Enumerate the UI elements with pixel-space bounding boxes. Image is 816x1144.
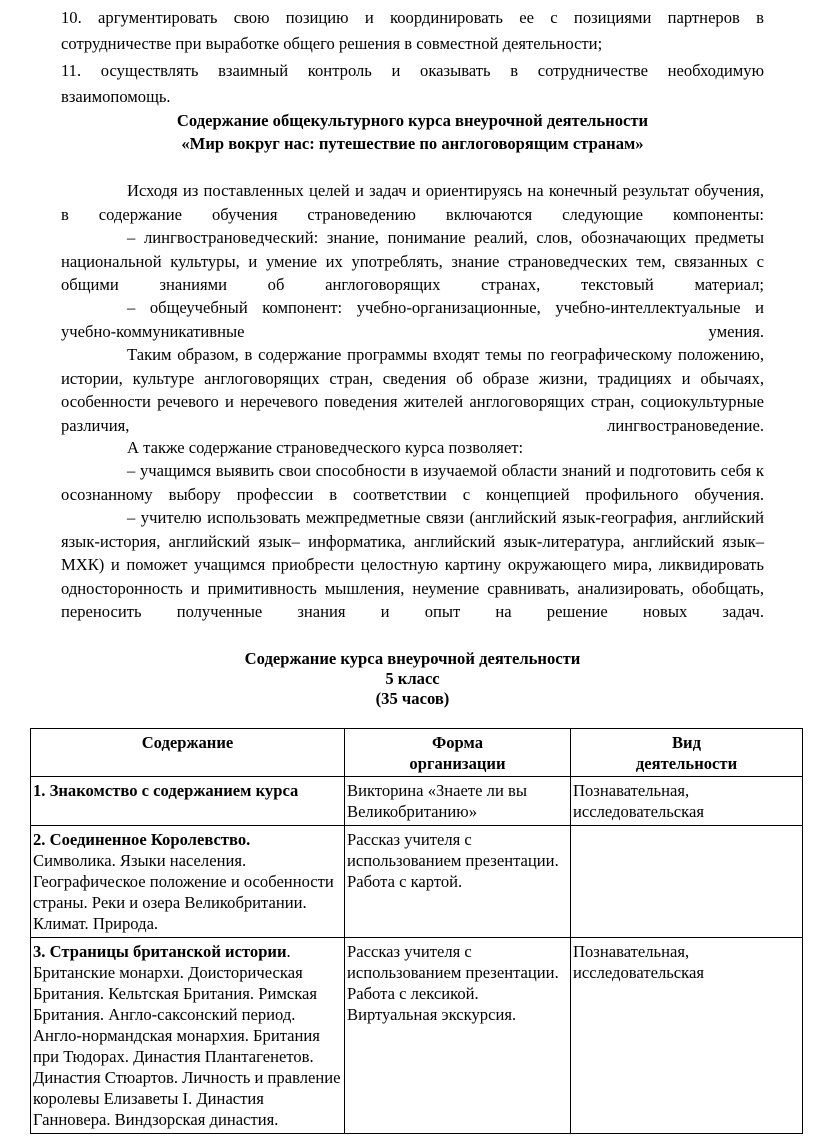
row-3-title: 3. Страницы британской истории [33,942,287,961]
row-2-form: Рассказ учителя с использованием презентации. Работа с картой. [345,826,571,938]
table-row [31,938,803,1134]
row-3-form: Рассказ учителя с использованием презентации. Работа с лексикой. Виртуальная экскурсия. [345,938,571,1134]
header-activity: Вид деятельности [571,729,803,777]
paragraph-2: – лингвострановедческий: знание, понимание реалий, слов, обозначающих предметы национальной культуры, и умение их употреблять, знание страноведческих тем, связанных с общими знаниями об англоговорящих странах, текстовый материал; [61,228,764,294]
row-1-form: Викторина «Знаете ли вы Великобританию» [345,777,571,826]
row-1-content [31,777,345,826]
row-2-content [31,826,345,938]
header-content: Содержание [31,729,345,777]
row-3-activity: Познавательная, исследовательская [571,938,803,1134]
paragraph-4: Таким образом, в содержание программы входят темы по географическому положению, истории, культуре англоговорящих стран, сведения об образе жизни, традициях и обычаях, особенности речевого и неречевого поведения жителей англоговорящих стран, социокультурные различия, лингвострановедение. [61,345,764,435]
paragraph-7: – учителю использовать межпредметные связи (английский язык-география, английский язык-история, английский язык– информатика, английский язык-литература, английский язык– МХК) и поможет учащимся приобрести целостную картину окружающего мира, ликвидировать односторонность и примитивность мышления, неумение сравнивать, анализировать, обобщать, переносить полученные знания и опыт на решение новых задач. [61,508,764,621]
list-item-10-line2: сотрудничестве при выработке общего решения в совместной деятельности; [61,34,603,53]
course-table [30,728,803,1134]
section-title-line2: «Мир вокруг нас: путешествие по англоговорящим странам» [181,134,644,153]
header-form: Форма организации [345,729,571,777]
row-3-content: 3. Страницы британской истории. Британские монархи. Доисторическая Британия. Кельтская Британия. Римская Британия. Англо-саксонский период. Англо-нормандская монархия. Британия при Тюдорах. Династия Плантагенетов. Династия Стюартов. Личность и правление королевы Елизаветы I. Династия Ганновера. Виндзорская династия. [31,938,345,1134]
paragraph-3: – общеучебный компонент: учебно-организационные, учебно-интеллектуальные и учебно-коммуникативные умения. [61,298,764,341]
hours-label: (35 часов) [375,689,450,708]
row-2-body: Символика. Языки населения. Географическое положение и особенности страны. Реки и озера Великобритании. Климат. Природа. [33,851,334,933]
row-2-title: 2. Соединенное Королевство. [33,830,251,849]
paragraph-5: А также содержание страноведческого курса позволяет: [127,438,524,457]
paragraph-1: Исходя из поставленных целей и задач и ориентируясь на конечный результат обучения, в содержание обучения страноведению включаются следующие компоненты: [61,181,764,224]
list-item-11-line2: взаимопомощь. [61,87,171,106]
row-1-activity: Познавательная, исследовательская [571,777,803,826]
row-3-body: Британские монархи. Доисторическая Британия. Кельтская Британия. Римская Британия. Англо-саксонский период. Англо-нормандская монархия. Британия при Тюдорах. Династия Плантагенетов. Династия Стюартов. Личность и правление королевы Елизаветы I. Династия Ганновера. Виндзорская династия. [33,963,341,1129]
grade-label: 5 класс [385,669,440,688]
course-title: Содержание курса внеурочной деятельности [244,649,581,668]
row-2-activity [571,826,803,938]
paragraph-6: – учащимся выявить свои способности в изучаемой области знаний и подготовить себя к осознанному выбору профессии в соответствии с концепцией профильного обучения. [61,461,764,504]
list-item-11-line1: 11. осуществлять взаимный контроль и оказывать в сотрудничестве необходимую [61,61,764,80]
table-row [31,826,803,938]
table-row [31,777,803,826]
table-header-row [31,729,803,777]
list-item-10-line1: 10. аргументировать свою позицию и координировать ее с позициями партнеров в [61,8,764,27]
row-1-title: 1. Знакомство с содержанием курса [33,781,299,800]
section-title-line1: Содержание общекультурного курса внеурочной деятельности [176,111,649,130]
